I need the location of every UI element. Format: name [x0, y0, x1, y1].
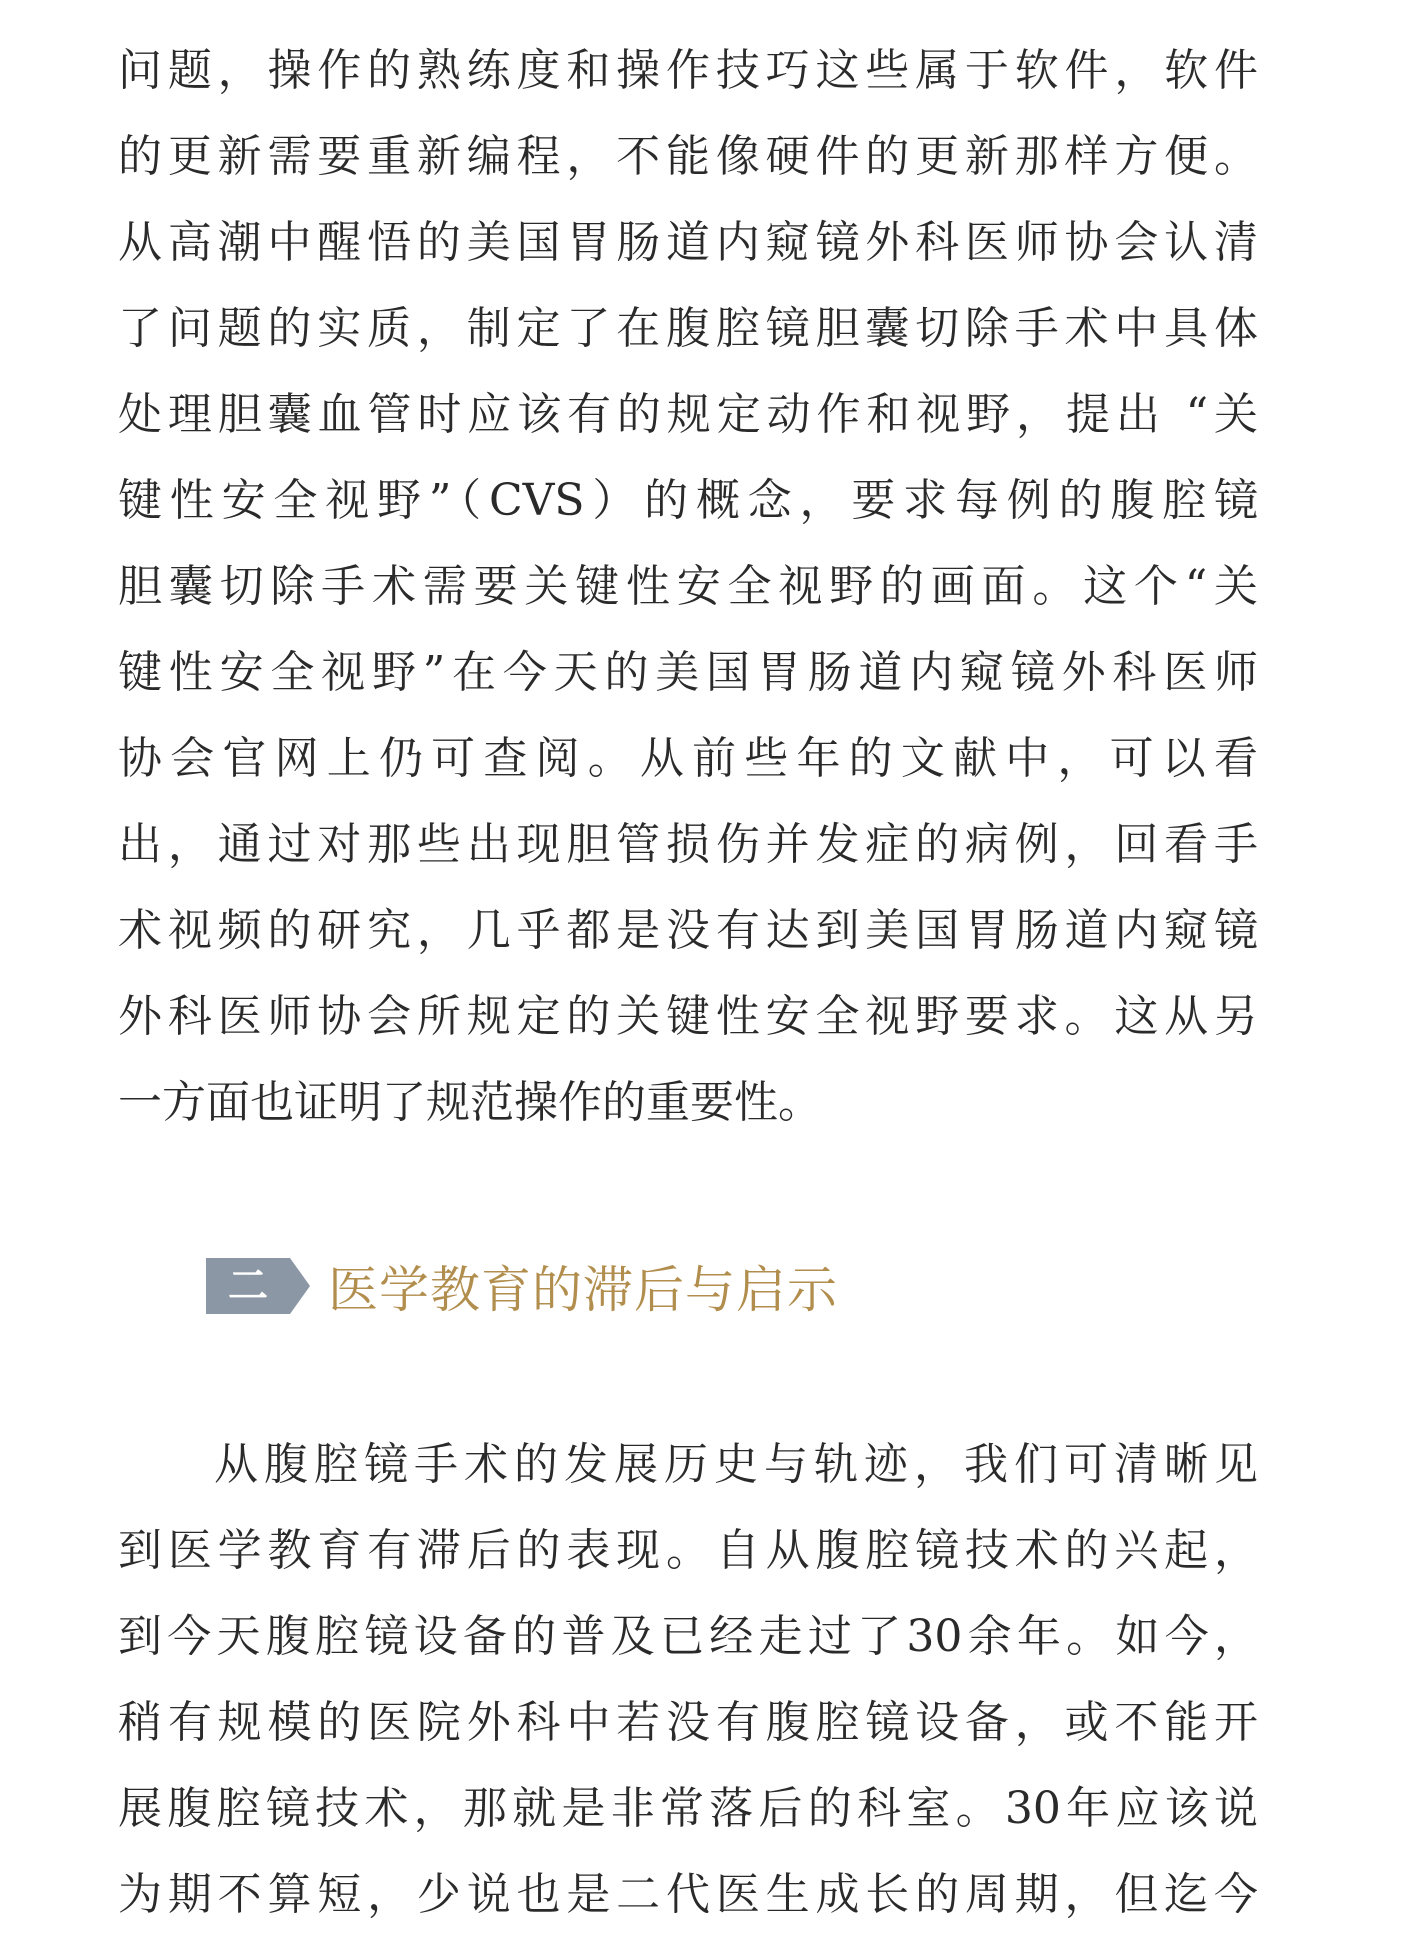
text-line: 从高潮中醒悟的美国胃肠道内窥镜外科医师协会认清 — [118, 217, 1258, 268]
text-line: 键性安全视野”（CVS）的概念，要求每例的腹腔镜 — [118, 475, 1258, 526]
text-line: 稍有规模的医院外科中若没有腹腔镜设备，或不能开 — [118, 1697, 1258, 1748]
text-line: 了问题的实质，制定了在腹腔镜胆囊切除手术中具体 — [118, 303, 1258, 354]
text-line: 到今天腹腔镜设备的普及已经走过了30余年。如今， — [118, 1611, 1258, 1662]
text-line: 协会官网上仍可查阅。从前些年的文献中，可以看 — [118, 733, 1258, 784]
text-line: 到医学教育有滞后的表现。自从腹腔镜技术的兴起， — [118, 1525, 1258, 1576]
text-line: 处理胆囊血管时应该有的规定动作和视野，提出 “关 — [118, 389, 1258, 440]
body-paragraph-cvs — [118, 28, 1258, 1146]
text-line: 外科医师协会所规定的关键性安全视野要求。这从另 — [118, 991, 1258, 1042]
text-line: 问题，操作的熟练度和操作技巧这些属于软件，软件 — [118, 45, 1258, 96]
text-line: 键性安全视野”在今天的美国胃肠道内窥镜外科医师 — [118, 647, 1258, 698]
section-title: 医学教育的滞后与启示 — [328, 1261, 838, 1319]
text-line: 术视频的研究，几乎都是没有达到美国胃肠道内窥镜 — [118, 905, 1258, 956]
text-line: 一方面也证明了规范操作的重要性。 — [118, 1077, 822, 1128]
text-line: 展腹腔镜技术，那就是非常落后的科室。30年应该说 — [118, 1783, 1258, 1834]
text-line: 胆囊切除手术需要关键性安全视野的画面。这个“关 — [118, 561, 1258, 612]
text-line: 出，通过对那些出现胆管损伤并发症的病例，回看手 — [118, 819, 1258, 870]
text-line: 的更新需要重新编程，不能像硬件的更新那样方便。 — [118, 131, 1258, 182]
text-line: 为期不算短，少说也是二代医生成长的周期，但迄今 — [118, 1869, 1258, 1920]
section-number: 二 — [228, 1263, 268, 1309]
section-number-badge — [206, 1258, 290, 1314]
text-line: 从腹腔镜手术的发展历史与轨迹，我们可清晰见 — [214, 1439, 1258, 1490]
body-paragraph-education — [118, 1422, 1258, 1938]
section-heading — [206, 1246, 838, 1326]
